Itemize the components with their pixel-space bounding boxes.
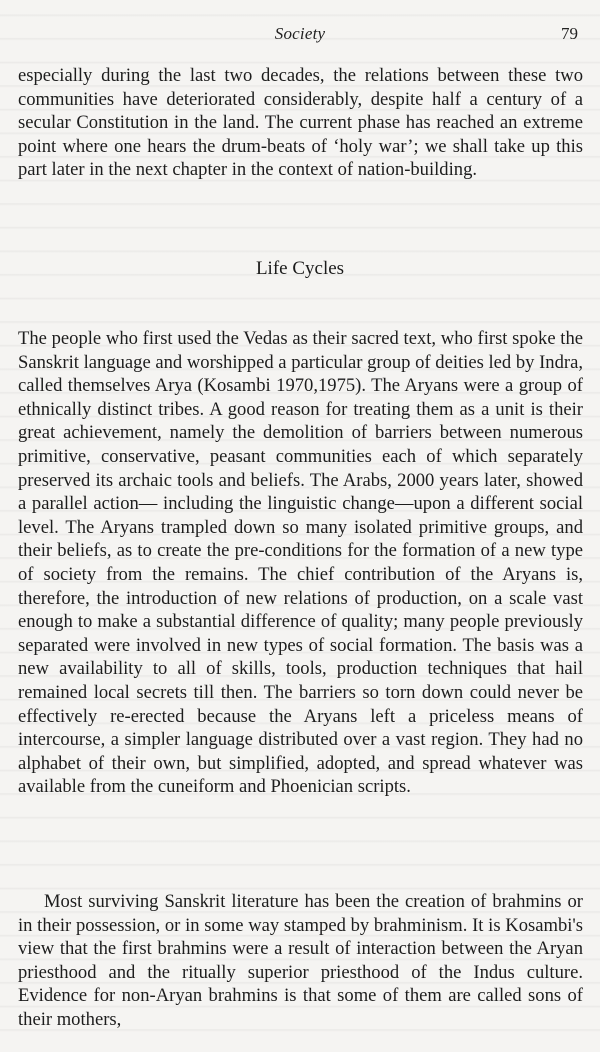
- paragraph-continued: especially during the last two decades, the relations between these two communities have deteriorated considerably, despite half a century of a secular Constitution in the land. The current phase has reached an extreme point where one hears the drum-beats of ‘holy war’; we shall take up this part later in the next chapter in the context of nation-building.: [18, 65, 583, 181]
- paragraph-aryans: The people who first used the Vedas as their sacred text, who first spoke the Sanskrit language and worshipped a particular group of deities led by Indra, called themselves Arya (Kosambi 1970,1975). The Aryans were a group of ethnically distinct tribes. A good reason for treating them as a unit is their great achievement, namely the demolition of barriers between numerous primitive, conservative, peasant communities each of which separately preserved its archaic tools and beliefs. The Arabs, 2000 years later, showed a parallel action— including the linguistic change—upon a different social level. The Aryans trampled down so many isolated primitive groups, and their beliefs, as to create the pre-conditions for the formation of a new type of society from the remains. The chief contribution of the Aryans is, therefore, the introduction of new relations of production, on a scale vast enough to make a substantial difference of quality; many people previously separated were involved in new types of social formation. The basis was a new availability to all of skills, tools, production techniques that hail remained local secrets till then. The barriers so torn down could never be effectively re-erected because the Aryans left a priceless means of intercourse, a simpler language distributed over a vast region. They had no alphabet of their own, but simplified, adopted, and spread whatever was available from the cuneiform and Phoenician scripts.: [18, 328, 583, 798]
- section-heading: Life Cycles: [255, 258, 345, 279]
- running-header: [0, 22, 600, 52]
- paragraph-brahmins: Most surviving Sanskrit literature has been the creation of brahmins or in their possession, or in some way stamped by brahminism. It is Kosambi's view that the first brahmins were a result of interaction between the Aryan priesthood and the ritually superior priesthood of the Indus culture. Evidence for non-Aryan brahmins is that some of them are called sons of their mothers,: [18, 891, 583, 1030]
- running-title: Society: [274, 24, 326, 43]
- page-number: 79: [561, 24, 578, 43]
